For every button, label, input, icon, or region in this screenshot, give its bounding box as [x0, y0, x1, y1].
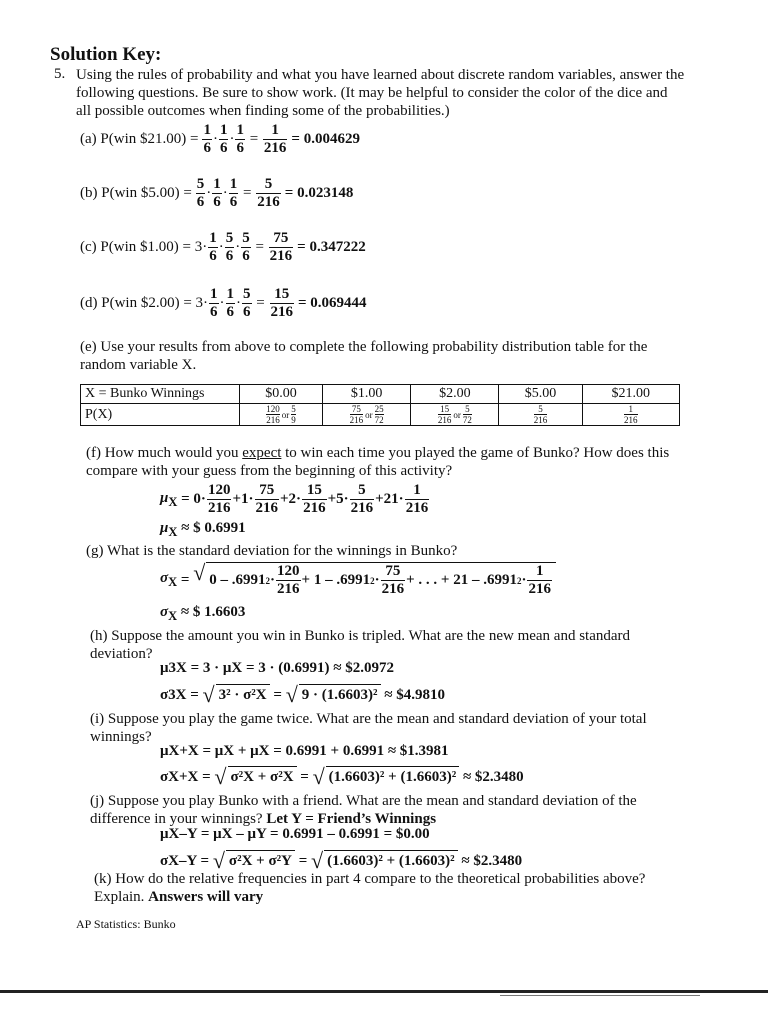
- fraction: $\frac{5}{216}$: [257, 176, 280, 210]
- part-d: (d) P(win $2.00) = 3· $\frac{1}{6}$ · $\frac{1}{6}$ · $\frac{5}{6}$ = $\frac{15}{216}$ = 0.069444: [80, 286, 367, 320]
- part-j-mean: μX–Y = μX – μY = 0.6991 – 0.6991 = $0.00: [160, 826, 430, 842]
- part-f-text: (f) How much would you expect to win each time you played the game of Bunko? How does this compare with your guess from the beginning of this activity?: [86, 445, 670, 479]
- square-root: √ 9 · (1.6603)²: [286, 684, 381, 706]
- fraction: $\frac{1}{6}$: [203, 122, 211, 156]
- part-g-text: (g) What is the standard deviation for the winnings in Bunko?: [86, 543, 458, 559]
- table-header-cell: $21.00: [582, 385, 679, 404]
- fraction: $\frac{75}{216}$: [269, 230, 293, 264]
- question-number: 5.: [54, 66, 66, 82]
- part-h-sd: σ3X = √ 3² · σ²X = √ 9 · (1.6603)² ≈ $4.9810: [160, 682, 445, 707]
- bottom-scan-edge-faint: [500, 995, 700, 996]
- table-row: [81, 404, 680, 426]
- fraction: $\frac{120}{216}$: [277, 563, 300, 597]
- part-d-label: (d) P(win $2.00) = 3·: [80, 295, 209, 311]
- square-root: √ 3² · σ²X: [203, 684, 270, 706]
- fraction: $\frac{120}{216}$: [207, 482, 231, 516]
- fraction: $\frac{5}{6}$: [196, 176, 205, 210]
- probability-distribution-table: [80, 384, 680, 426]
- fraction: $\frac{1}{6}$: [236, 122, 244, 156]
- part-b-result: = 0.023148: [284, 185, 354, 201]
- fraction: $\frac{1}{216}$: [263, 122, 287, 156]
- fraction: $\frac{75}{216}$: [381, 563, 405, 597]
- part-i-text: (i) Suppose you play the game twice. What are the mean and standard deviation of your total winnings?: [90, 711, 647, 745]
- table-header-cell: $1.00: [323, 385, 411, 404]
- square-root: √ 0 – .6991 2 · $\frac{120}{216}$ + 1 – .6991 2 · $\frac{75}{216}$ + . . . + 21 – .6991 2 · $\frac{1}{216}$: [193, 562, 556, 598]
- square-root: √ σ²X + σ²Y: [213, 850, 295, 872]
- table-cell: $\frac{5}{216}$: [499, 404, 582, 426]
- part-c-result: = 0.347222: [297, 239, 366, 255]
- part-b: (b) P(win $5.00) = $\frac{5}{6}$ · $\frac{1}{6}$ · $\frac{1}{6}$ = $\frac{5}{216}$ = 0.023148: [80, 176, 354, 210]
- part-c-label: (c) P(win $1.00) = 3·: [80, 239, 208, 255]
- fraction: $\frac{1}{6}$: [213, 176, 221, 210]
- fraction: $\frac{1}{6}$: [210, 286, 218, 320]
- fraction: $\frac{75}{216}$: [255, 482, 278, 516]
- table-cell: $\frac{1}{216}$: [582, 404, 679, 426]
- square-root: √ (1.6603)² + (1.6603)²: [313, 766, 460, 788]
- part-a-result: = 0.004629: [291, 131, 360, 147]
- table-row-label: P(X): [81, 404, 240, 426]
- part-c: (c) P(win $1.00) = 3· $\frac{1}{6}$ · $\frac{5}{6}$ · $\frac{5}{6}$ = $\frac{75}{216}$ = 0.347222: [80, 230, 366, 264]
- square-root: √ (1.6603)² + (1.6603)²: [311, 850, 458, 872]
- part-h-mean: μ3X = 3 · μX = 3 · (0.6991) ≈ $2.0972: [160, 660, 394, 676]
- bottom-scan-edge: [0, 990, 768, 993]
- table-header-cell: $2.00: [411, 385, 499, 404]
- square-root: √ σ²X + σ²X: [214, 766, 296, 788]
- table-cell: $\frac{75}{216}$ or $\frac{25}{72}$: [323, 404, 411, 426]
- fraction: $\frac{5}{216}$: [350, 482, 374, 516]
- page-title: Solution Key:: [50, 44, 162, 65]
- table-header-cell: X = Bunko Winnings: [81, 385, 240, 404]
- fraction: $\frac{1}{216}$: [405, 482, 429, 516]
- part-j-text: (j) Suppose you play Bunko with a friend. What are the mean and standard deviation of the difference in your winnings? Let Y = Friend’s Winnings: [90, 793, 637, 827]
- fraction: $\frac{1}{6}$: [219, 122, 228, 156]
- part-a: (a) P(win $21.00) = $\frac{1}{6}$ · $\frac{1}{6}$ · $\frac{1}{6}$ = $\frac{1}{216}$ = 0.004629: [80, 122, 360, 156]
- part-f-mean-equation: $\mu_X$ = 0· $\frac{120}{216}$ +1· $\frac{75}{216}$ +2· $\frac{15}{216}$ +5· $\frac{5}{216}$ +21· $\frac{1}{216}$: [160, 482, 429, 516]
- fraction: $\frac{1}{6}$: [229, 176, 238, 210]
- part-f-result: $\mu_X$ ≈ $ 0.6991: [160, 520, 246, 539]
- fraction: $\frac{15}{216}$: [303, 482, 326, 516]
- part-g-sd-equation: $\sigma_X$ = √ 0 – .6991 2 · $\frac{120}{216}$ + 1 – .6991 2 · $\frac{75}{216}$ + . . . + 21 – .6991 2 · $\frac{1}{216}$: [160, 562, 556, 598]
- part-h-text: (h) Suppose the amount you win in Bunko is tripled. What are the new mean and standard deviation?: [90, 628, 631, 662]
- fraction: $\frac{15}{216}$: [270, 286, 293, 320]
- part-j-sd: σX–Y = √ σ²X + σ²Y = √ (1.6603)² + (1.6603)² ≈ $2.3480: [160, 848, 523, 873]
- part-g-result: $\sigma_X$ ≈ $ 1.6603: [160, 604, 246, 623]
- part-e-text: (e) Use your results from above to complete the following probability distribution table for the random variable X.: [80, 339, 648, 373]
- fraction: $\frac{5}{6}$: [225, 230, 234, 264]
- table-header-row: [81, 385, 680, 404]
- fraction: $\frac{5}{6}$: [243, 286, 251, 320]
- part-b-label: (b) P(win $5.00) =: [80, 185, 192, 201]
- table-header-cell: $0.00: [240, 385, 323, 404]
- fraction: $\frac{1}{216}$: [528, 563, 551, 597]
- table-cell: $\frac{120}{216}$ or $\frac{5}{9}$: [240, 404, 323, 426]
- table-header-cell: $5.00: [499, 385, 582, 404]
- part-d-result: = 0.069444: [298, 295, 367, 311]
- part-i-mean: μX+X = μX + μX = 0.6991 + 0.6991 ≈ $1.3981: [160, 743, 449, 759]
- part-a-label: (a) P(win $21.00) =: [80, 131, 199, 147]
- fraction: $\frac{5}{6}$: [242, 230, 250, 264]
- part-k-text: (k) How do the relative frequencies in part 4 compare to the theoretical probabilities above? Explain. Answers will vary: [94, 871, 646, 905]
- fraction: $\frac{1}{6}$: [226, 286, 235, 320]
- table-cell: $\frac{15}{216}$ or $\frac{5}{72}$: [411, 404, 499, 426]
- fraction: $\frac{1}{6}$: [209, 230, 217, 264]
- part-i-sd: σX+X = √ σ²X + σ²X = √ (1.6603)² + (1.6603)² ≈ $2.3480: [160, 764, 524, 789]
- footer-text: AP Statistics: Bunko: [76, 917, 176, 931]
- question-text: Using the rules of probability and what you have learned about discrete random variables, answer the following questions. Be sure to show work. (It may be helpful to consider the color of the dice and all possible outcomes when finding some of the probabilities.): [76, 67, 685, 119]
